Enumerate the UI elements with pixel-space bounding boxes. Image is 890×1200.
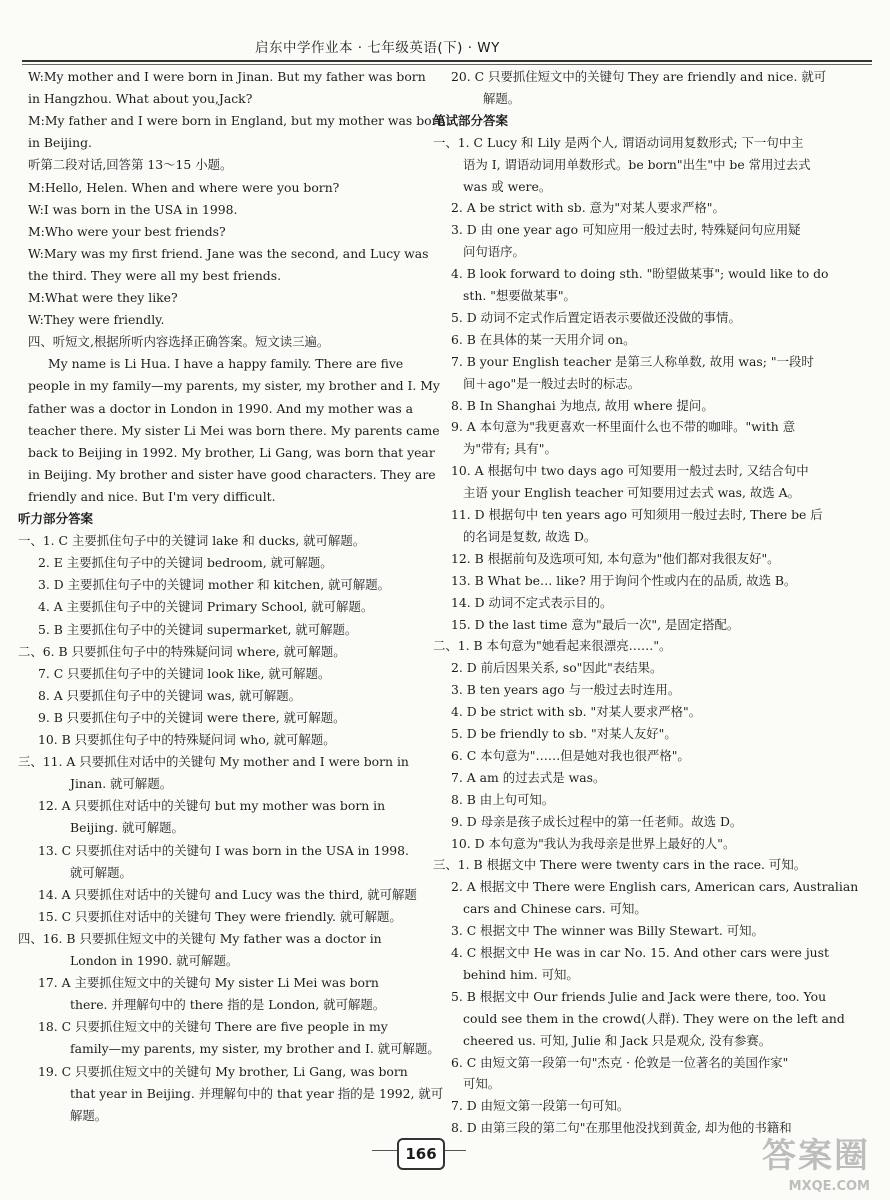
text-line: 10. B 只要抓住句子中的特殊疑问词 who, 就可解题。 [38, 732, 336, 747]
text-line: 20. C 只要抓住短文中的关键句 They are friendly and nice. 就可 [451, 69, 827, 84]
text-line: 的名词是复数, 故选 D。 [463, 528, 597, 544]
text-line: 解题。 [483, 90, 521, 106]
text-line: 3. B ten years ago 与一般过去时连用。 [451, 682, 681, 698]
text-line: 7. A am 的过去式是 was。 [451, 769, 606, 785]
text-line: 为"带有; 具有"。 [463, 441, 557, 457]
text-line: W:I was born in the USA in 1998. [28, 201, 238, 217]
text-line: Beijing. 就可解题。 [70, 820, 184, 836]
text-line: 7. D 由短文第一段第一句可知。 [451, 1098, 630, 1114]
text-line: behind him. 可知。 [463, 966, 579, 982]
text-line: in Beijing. [28, 135, 92, 151]
text-line: sth. "想要做某事"。 [463, 288, 576, 303]
text-line: 3. C 根据文中 The winner was Billy Stewart. 可知。 [451, 923, 764, 939]
text-line: 间＋ago"是一般过去时的标志。 [463, 375, 641, 391]
text-line: cheered us. 可知, Julie 和 Jack 只是观众, 没有参赛。 [463, 1032, 772, 1048]
text-line: 18. C 只要抓住短文中的关键句 There are five people in my [38, 1019, 388, 1035]
header-rule [22, 60, 872, 62]
text-line: 5. D be friendly to sb. "对某人友好"。 [451, 726, 677, 741]
text-line: M:Hello, Helen. When and where were you born? [28, 179, 340, 195]
text-line: W:They were friendly. [28, 312, 165, 328]
text-line: M:My father and I were born in England, but my mother was born [28, 113, 446, 129]
text-line: 5. D 动词不定式作后置定语表示要做还没做的事情。 [451, 309, 741, 325]
text-line: 9. B 只要抓住句子中的关键词 were there, 就可解题。 [38, 709, 346, 725]
text-line: 13. B What be… like? 用于询问个性或内在的品质, 故选 B。 [451, 572, 797, 588]
text-line: that year in Beijing. 并理解句中的 that year 指的是 1992, 就可 [70, 1085, 444, 1101]
text-line: friendly and nice. But I'm very difficult. [28, 488, 276, 504]
text-line: 9. A 本句意为"我更喜欢一杯里面什么也不带的咖啡。"with 意 [451, 419, 796, 435]
text-line: the third. They were all my best friends. [28, 267, 282, 283]
text-line: 6. C 本句意为"……但是她对我也很严格"。 [451, 747, 690, 763]
text-line: 14. A 只要抓住对话中的关键句 and Lucy was the third, 就可解题 [38, 886, 417, 902]
text-line: in Beijing. My brother and sister have good characters. They are [28, 466, 436, 482]
watermark [720, 1128, 870, 1194]
text-line: M:Who were your best friends? [28, 223, 226, 239]
section-heading: 听力部分答案 [18, 511, 94, 526]
text-line: 15. C 只要抓住对话中的关键句 They were friendly. 就可解题。 [38, 908, 402, 924]
text-line: 19. C 只要抓住短文中的关键句 My brother, Li Gang, was born [38, 1063, 408, 1079]
text-line: 5. B 根据文中 Our friends Julie and Jack were there, too. You [451, 988, 827, 1004]
text-line: father was a doctor in London in 1990. And my mother was a [28, 400, 414, 416]
text-line: 3. D 主要抓住句子中的关键词 mother 和 kitchen, 就可解题。 [38, 577, 391, 593]
text-line: 8. B 由上句可知。 [451, 791, 555, 807]
text-line: 2. A be strict with sb. 意为"对某人要求严格"。 [451, 200, 725, 216]
text-line: 9. D 母亲是孩子成长过程中的第一任老师。故选 D。 [451, 813, 743, 829]
text-line: 2. D 前后因果关系, so"因此"表结果。 [451, 660, 663, 676]
text-line: 4. B look forward to doing sth. "盼望做某事"; would like to do [451, 266, 829, 282]
text-line: 17. A 主要抓住短文中的关键句 My sister Li Mei was born [38, 975, 379, 991]
text-line: 7. B your English teacher 是第三人称单数, 故用 was; "一段时 [451, 353, 814, 369]
text-line: 13. C 只要抓住对话中的关键句 I was born in the USA in 1998. [38, 842, 409, 858]
text-line: W:Mary was my first friend. Jane was the second, and Lucy was [28, 245, 429, 261]
text-line: 4. D be strict with sb. "对某人要求严格"。 [451, 704, 702, 720]
text-line: 8. A 只要抓住句子中的关键词 was, 就可解题。 [38, 687, 302, 703]
text-line: 语为 I, 谓语动词用单数形式。be born"出生"中 be 常用过去式 [463, 156, 811, 172]
text-line: family—my parents, my sister, my brother and I. 就可解题。 [70, 1041, 440, 1057]
text-line: 2. E 主要抓住句子中的关键词 bedroom, 就可解题。 [38, 555, 333, 571]
text-line: there. 并理解句中的 there 指的是 London, 就可解题。 [70, 997, 386, 1013]
text-line: M:What were they like? [28, 290, 178, 305]
watermark-url: MXQE.COM [788, 1179, 870, 1194]
text-line: 7. C 只要抓住句子中的关键词 look like, 就可解题。 [38, 665, 331, 681]
text-line: 3. D 由 one year ago 可知应用一般过去时, 特殊疑问句应用疑 [451, 222, 801, 238]
text-line: 主语 your English teacher 可知要用过去式 was, 故选 A。 [463, 485, 800, 501]
text-line: 四、16. B 只要抓住短文中的关键句 My father was a doctor in [18, 930, 382, 946]
text-line: 12. A 只要抓住对话中的关键句 but my mother was born in [38, 798, 386, 814]
text-line: 可知。 [463, 1076, 501, 1092]
section-heading: 笔试部分答案 [433, 112, 509, 128]
text-line: 12. B 根据前句及选项可知, 本句意为"他们都对我很友好"。 [451, 550, 780, 566]
text-line: 15. D the last time 意为"最后一次", 是固定搭配。 [451, 616, 740, 632]
text-line: 4. A 主要抓住句子中的关键词 Primary School, 就可解题。 [38, 599, 374, 615]
text-line: 一、1. C Lucy 和 Lily 是两个人, 谓语动词用复数形式; 下一句中主 [433, 134, 804, 150]
text-line: cars and Chinese cars. 可知。 [463, 901, 647, 917]
header-title: 启东中学作业本 · 七年级英语(下) · WY [255, 40, 500, 56]
text-line: 二、1. B 本句意为"她看起来很漂亮……"。 [433, 638, 672, 654]
text-line: 问句语序。 [463, 244, 525, 260]
header-rule-thin [22, 64, 872, 65]
text-line: 二、6. B 只要抓住句子中的特殊疑问词 where, 就可解题。 [18, 643, 346, 659]
text-line: London in 1990. 就可解题。 [70, 953, 239, 968]
text-line: 听第二段对话,回答第 13～15 小题。 [28, 157, 233, 173]
text-line: Jinan. 就可解题。 [70, 776, 173, 792]
text-line: 4. C 根据文中 He was in car No. 15. And other cars were just [451, 945, 829, 960]
text-line: 10. A 根据句中 two days ago 可知要用一般过去时, 又结合句中 [451, 463, 809, 479]
page-number: 166 [397, 1138, 445, 1170]
text-line: 8. B In Shanghai 为地点, 故用 where 提问。 [451, 397, 714, 413]
text-line: 6. C 由短文第一段第一句"杰克 · 伦敦是一位著名的美国作家" [451, 1054, 789, 1070]
text-line: 11. D 根据句中 ten years ago 可知须用一般过去时, There be 后 [451, 507, 823, 522]
text-line: 三、1. B 根据文中 There were twenty cars in the race. 可知。 [433, 857, 807, 873]
text-line: 5. B 主要抓住句子中的关键词 supermarket, 就可解题。 [38, 621, 358, 637]
text-line: in Hangzhou. What about you,Jack? [28, 91, 253, 107]
text-line: 三、11. A 只要抓住对话中的关键句 My mother and I were born in [18, 754, 409, 770]
text-line: 解题。 [70, 1107, 108, 1123]
text-line: W:My mother and I were born in Jinan. But my father was born [28, 69, 426, 84]
text-line: teacher there. My sister Li Mei was born there. My parents came [28, 422, 440, 438]
text-line: 四、听短文,根据所听内容选择正确答案。短文读三遍。 [28, 334, 330, 350]
watermark-logo: 答案圈 [762, 1136, 870, 1176]
text-line: 一、1. C 主要抓住句子中的关键词 lake 和 ducks, 就可解题。 [18, 533, 366, 549]
text-line: 就可解题。 [70, 864, 132, 880]
page-header [0, 28, 890, 62]
text-line: 10. D 本句意为"我认为我母亲是世界上最好的人"。 [451, 835, 736, 851]
text-line: 14. D 动词不定式表示目的。 [451, 594, 613, 610]
text-line: 2. A 根据文中 There were English cars, American cars, Australian [451, 879, 859, 895]
text-line: back to Beijing in 1992. My brother, Li Gang, was born that year [28, 444, 435, 460]
text-line: 6. B 在具体的某一天用介词 on。 [451, 331, 636, 347]
text-line: could see them in the crowd(人群). They were on the left and [463, 1010, 845, 1026]
text-line: My name is Li Hua. I have a happy family. There are five [48, 356, 404, 372]
text-line: was 或 were。 [463, 178, 552, 194]
text-line: 8. D 由第三段的第二句"在那里他没找到黄金, 却为他的书籍和 [451, 1120, 792, 1136]
text-line: people in my family—my parents, my sister, my brother and I. My [28, 378, 440, 394]
